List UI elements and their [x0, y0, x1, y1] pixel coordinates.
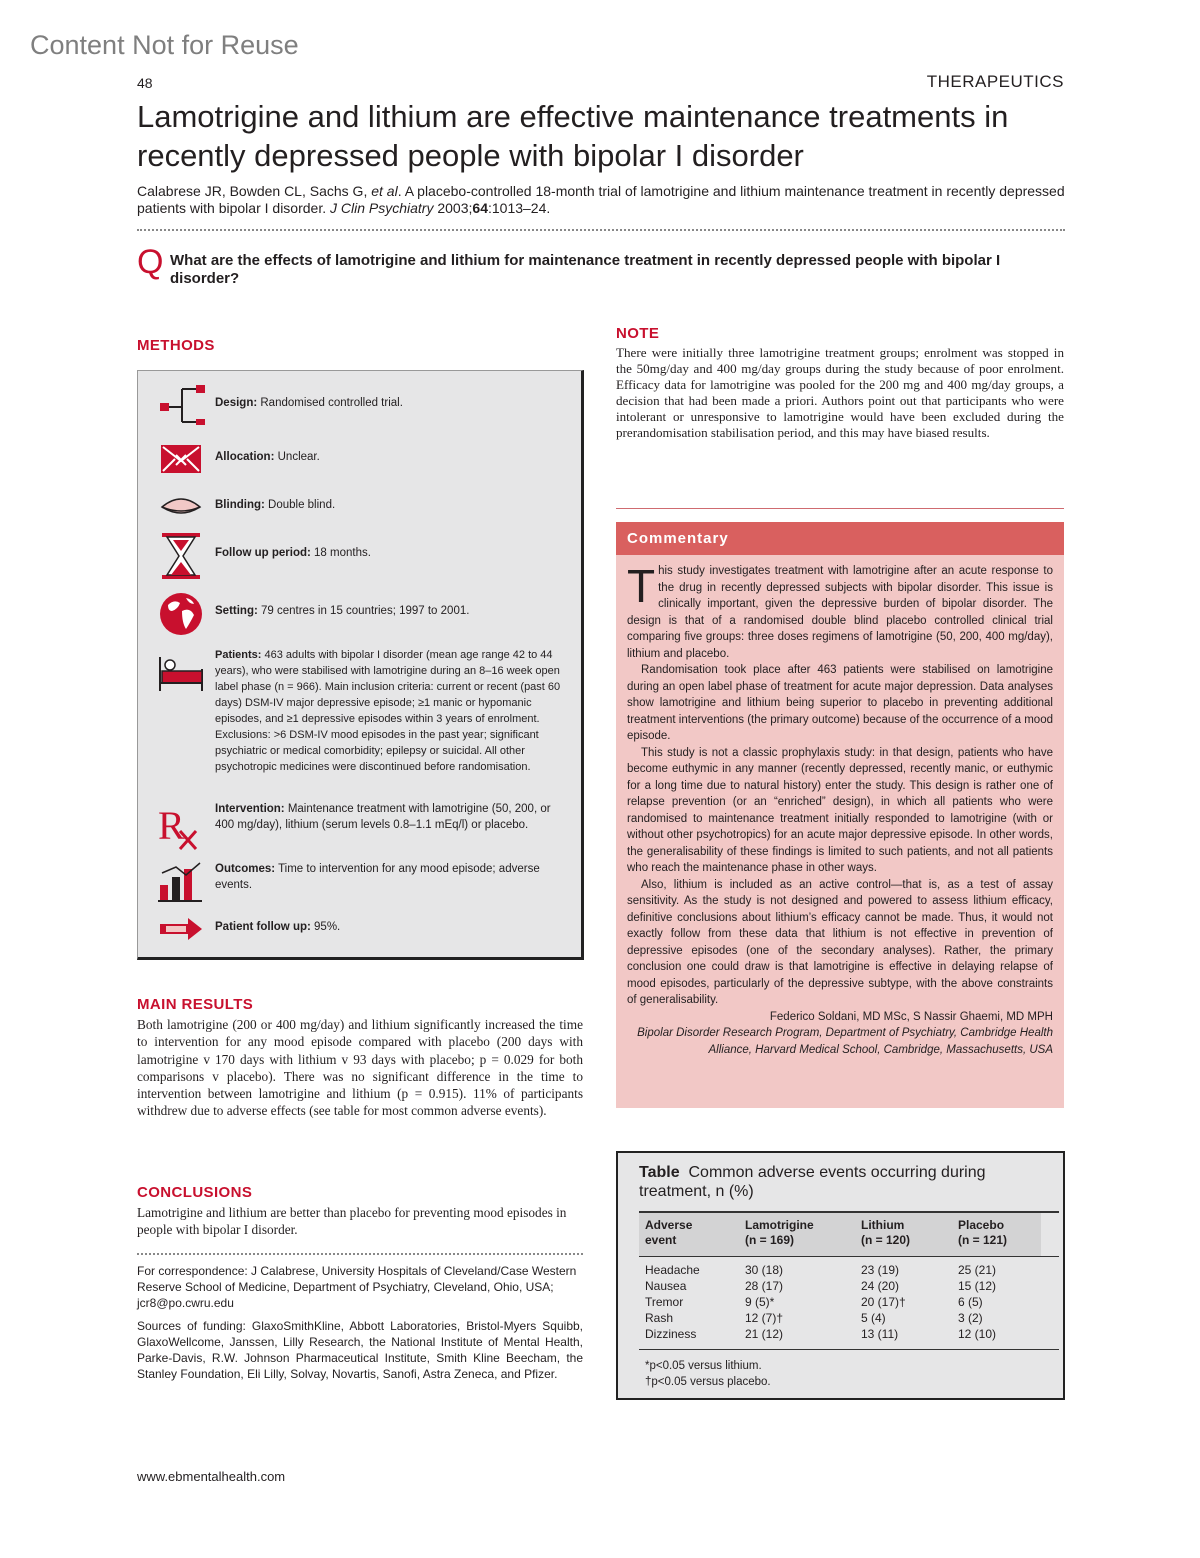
funding-sources: Sources of funding: GlaxoSmithKline, Abbott Laboratories, Bristol-Myers Squibb, GlaxoWellcome, Janssen, Lilly Research, the National Institute of Mental Health, Parke-Davis, R.W. Johnson Pharmaceutical Institute, Smith Kline Beecham, the Stanley Foundation, Eli Lilly, Solvay, Novartis, Sanofi, Astra Zeneca, and Pfizer.: [137, 1319, 583, 1381]
citation-authors: Calabrese JR, Bowden CL, Sachs G,: [137, 183, 372, 199]
table-cell-lamotrigine: 30 (18): [745, 1263, 784, 1277]
table-cell-lamotrigine: 9 (5)*: [745, 1295, 775, 1309]
commentary-paragraph: Also, lithium is included as an active control—that is, as a test of assay sensitivity. As the study is not designed and powered to assess lithium efficacy, definitive conclusions about lithium’s efficacy cannot be made. Thus, it would not exactly follow from these data that lithium is not effective in prevention of depressive episodes (one of the secondary analyses). Rather, the primary conclusion one could draw is that lamotrigine is effective in delaying relapse of mood episodes, particularly of the depressive subtype, with the above constraints of generalisability.: [627, 878, 1053, 1006]
table-cell-lithium: 13 (11): [861, 1327, 899, 1341]
methods-text-setting: Setting: 79 centres in 15 countries; 1997 to 2001.: [215, 605, 470, 617]
table-header-lithium: Lithium (n = 120): [861, 1218, 911, 1247]
title-line-2: recently depressed people with bipolar I disorder: [137, 138, 804, 173]
table-cell-event: Dizziness: [645, 1327, 697, 1341]
section-label: THERAPEUTICS: [926, 72, 1064, 91]
methods-row-design: [138, 381, 581, 431]
note-divider: [616, 508, 1064, 509]
methods-row-intervention: [138, 801, 581, 855]
commentary-authors: Federico Soldani, MD MSc, S Nassir Ghaemi, MD MPH: [769, 1010, 1053, 1023]
methods-row-follow-up: [138, 531, 581, 585]
arrow-right-icon: [156, 911, 206, 947]
conclusions-text: Lamotrigine and lithium are better than placebo for preventing mood episodes in people with bipolar I disorder.: [137, 1205, 567, 1238]
commentary-body: [627, 560, 1053, 1058]
commentary-paragraph: Randomisation took place after 463 patients were stabilised on lamotrigine during an open label phase of treatment for acute major depression. Data analyses show lamotrigine and lithium being superior to placebo in preventing additional treatment interventions (the primary outcome) because of the occurrence of a mood episode.: [627, 664, 1053, 742]
methods-text-patients: Patients: 463 adults with bipolar I disorder (mean age range 42 to 44 years), who were stabilised with lamotrigine during an 8–16 week open label phase (n = 966). Main inclusion criteria: current or recent (past 60 days) DSM-IV major depressive episode; ≥1 manic or hypomanic episodes, and ≥1 depressive episodes within 3 years of enrolment. Exclusions: >6 DSM-IV mood episodes in the past year; significant psychiatric or medical comorbidity; epilepsy or suicidal. All other psychotropic medicines were discontinued before randomisation.: [215, 649, 561, 773]
methods-heading: METHODS: [137, 337, 215, 354]
citation-journal: J Clin Psychiatry: [330, 200, 434, 216]
table-cell-lithium: 20 (17)†: [861, 1295, 906, 1309]
design-icon: [156, 381, 206, 425]
table-header-placebo: Placebo (n = 121): [958, 1218, 1008, 1247]
table-rule-header: [639, 1256, 1059, 1257]
divider-dotted: [137, 229, 1065, 231]
table-cell-placebo: 25 (21): [958, 1263, 997, 1277]
commentary-paragraph: This study investigates treatment with lamotrigine after an acute response to the drug in recently depressed subjects with bipolar disorder. This issue is clinically important, given the depressive burden of bipolar disorder. The design is that of a randomised double blind placebo controlled clinical trial comparing five groups: three doses regimens of lamotrigine (50, 200, 400 mg/day), lithium and placebo.: [627, 560, 1053, 660]
table-cell-event: Tremor: [645, 1295, 684, 1309]
table-rule-bottom: [639, 1349, 1059, 1350]
outcomes-icon: [156, 859, 206, 903]
table-footnote: *p<0.05 versus lithium.: [645, 1360, 762, 1372]
table-footnote: †p<0.05 versus placebo.: [645, 1376, 771, 1388]
conclusions-heading: CONCLUSIONS: [137, 1184, 253, 1201]
methods-row-blinding: [138, 483, 581, 527]
table-cell-lithium: 23 (19): [861, 1263, 900, 1277]
methods-row-setting: [138, 589, 581, 639]
table-cell-placebo: 3 (2): [958, 1311, 983, 1325]
table-header-adverse-event: Adverse event: [645, 1218, 693, 1247]
table-cell-lithium: 5 (4): [861, 1311, 886, 1325]
citation: [137, 183, 1065, 217]
question-letter: Q: [137, 243, 164, 281]
correspondence: For correspondence: J Calabrese, University Hospitals of Cleveland/Case Western Reserve School of Medicine, Department of Psychiatry, Cleveland, Ohio, USA; jcr8@po.cwru.edu: [137, 1264, 577, 1310]
allocation-icon: [156, 437, 206, 481]
table-cell-lithium: 24 (20): [861, 1279, 900, 1293]
table-cell-event: Headache: [645, 1263, 700, 1277]
table-cell-placebo: 15 (12): [958, 1279, 997, 1293]
methods-text-outcomes: Outcomes: Time to intervention for any mood episode; adverse events.: [215, 863, 540, 891]
commentary-paragraph: This study is not a classic prophylaxis study: in that design, patients who have become euthymic in any manner (recently depressed, recently manic, or euthymic for a long time due to natural history) enter the study. This design is rather one of relapse prevention (or an “enriched” design), in which all patients who were randomised to maintenance treatment initially responded to lamotrigine (with or without other psychotropics) for an acute major depressive episode. In other words, the generalisability of these findings is limited to such patients, and not all patients who reach the maintenance phase in other ways.: [627, 746, 1053, 874]
table-cell-lamotrigine: 21 (12): [745, 1327, 784, 1341]
note-text: There were initially three lamotrigine treatment groups; enrolment was stopped in the 50mg/day and 400 mg/day groups during the study because of poor enrolment. Efficacy data for lamotrigine was pooled for the 200 mg and 400 mg/day groups, a decision that had been made a priori. Authors point out that participants who were intolerant or unresponsive to lamotrigine would have been excluded during the prerandomisation stabilisation period, and this may have biased results.: [616, 345, 1064, 441]
methods-text-design: Design: Randomised controlled trial.: [215, 397, 403, 409]
table-cell-lamotrigine: 12 (7)†: [745, 1311, 784, 1325]
table-cell-lamotrigine: 28 (17): [745, 1279, 784, 1293]
main-results-heading: MAIN RESULTS: [137, 996, 254, 1013]
commentary-title: Commentary: [616, 522, 1064, 555]
table-header-lamotrigine: Lamotrigine (n = 169): [745, 1218, 814, 1247]
citation-pages: :1013–24.: [487, 200, 551, 216]
methods-row-patients: [138, 647, 581, 797]
methods-row-allocation: [138, 437, 581, 481]
page-number: 48: [137, 75, 153, 91]
question-text: What are the effects of lamotrigine and lithium for maintenance treatment in recently depressed people with bipolar I disorder?: [170, 252, 1001, 287]
table-caption: Table Common adverse events occurring during treatment, n (%): [639, 1164, 986, 1200]
methods-text-patient-follow-up: Patient follow up: 95%.: [215, 921, 341, 933]
title-line-1: Lamotrigine and lithium are effective maintenance treatments in: [137, 99, 1009, 134]
patient-bed-icon: [156, 647, 206, 697]
methods-text-allocation: Allocation: Unclear.: [215, 451, 320, 463]
divider-dotted-left: [137, 1253, 583, 1255]
citation-etal: et al: [371, 183, 398, 199]
svg-text:R: R: [158, 803, 185, 848]
commentary-affiliation: Bipolar Disorder Research Program, Department of Psychiatry, Cambridge Health Alliance, Harvard Medical School, Cambridge, Massachusetts, USA: [637, 1027, 1053, 1056]
methods-row-outcomes: [138, 859, 581, 903]
methods-text-follow-up: Follow up period: 18 months.: [215, 547, 371, 559]
citation-text: . A placebo-controlled 18-month trial of lamotrigine and lithium maintenance treatment in recently depressed patients with bipolar I disorder.: [137, 183, 1065, 216]
adverse-events-table: [616, 1151, 1065, 1400]
table-cell-placebo: 6 (5): [958, 1295, 983, 1309]
citation-volume: 64: [472, 200, 488, 216]
article-title: [137, 97, 1067, 175]
watermark: Content Not for Reuse: [30, 30, 299, 60]
table-cell-placebo: 12 (10): [958, 1327, 997, 1341]
hourglass-icon: [156, 531, 206, 581]
note-heading: NOTE: [616, 325, 660, 342]
methods-box: [137, 370, 584, 960]
table-footnotes: [645, 1358, 771, 1390]
footer-url[interactable]: www.ebmentalhealth.com: [137, 1469, 286, 1484]
blinding-icon: [156, 483, 206, 527]
methods-text-blinding: Blinding: Double blind.: [215, 499, 336, 511]
table-cell-event: Rash: [645, 1311, 674, 1325]
rx-icon: [156, 801, 206, 851]
globe-icon: [156, 589, 206, 639]
commentary-dropcap: T: [627, 560, 656, 612]
methods-row-patient-follow-up: [138, 911, 581, 947]
table-cell-event: Nausea: [645, 1279, 687, 1293]
commentary-box: [616, 522, 1064, 1108]
main-results-text: Both lamotrigine (200 or 400 mg/day) and lithium significantly increased the time to intervention for any mood episode compared with placebo (200 days with lamotrigine v 170 days with lithium v 93 days with placebo; p = 0.029 for both comparisons v placebo). There was no significant difference in the time to intervention between lamotrigine and lithium (p = 0.915). 11% of participants withdrew due to adverse effects (see table for most common adverse events).: [137, 1017, 583, 1119]
citation-year: 2003;: [433, 200, 473, 216]
methods-text-intervention: Intervention: Maintenance treatment with lamotrigine (50, 200, or 400 mg/day), lithium (serum levels 0.8–1.1 mEq/l) or placebo.: [215, 803, 551, 831]
